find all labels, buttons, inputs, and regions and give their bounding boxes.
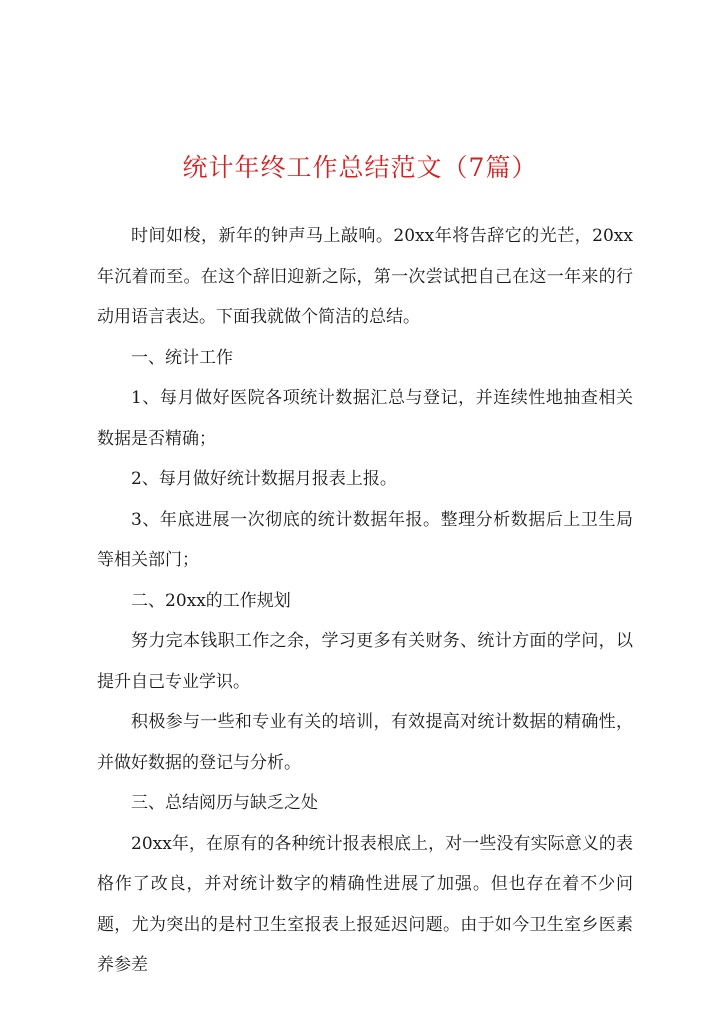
- list-item-3: 3、年底进展一次彻底的统计数据年报。整理分析数据后上卫生局等相关部门；: [97, 509, 633, 570]
- list-item-2: 2、每月做好统计数据月报表上报。: [131, 469, 397, 489]
- paragraph-summary: 20xx年，在原有的各种统计报表根底上，对一些没有实际意义的表格作了改良，并对统计数字的精确性进展了加强。但也存在着不少问题，尤为突出的是村卫生室报表上报延迟问题。由于如今卫生室乡医素养参差: [97, 833, 633, 975]
- list-item-1: 1、每月做好医院各项统计数据汇总与登记，并连续性地抽查相关数据是否精确；: [97, 388, 633, 449]
- paragraph-intro: 时间如梭，新年的钟声马上敲响。20xx年将告辞它的光芒，20xx年沉着而至。在这个辞旧迎新之际，第一次尝试把自己在这一年来的行动用语言表达。下面我就做个简洁的总结。: [97, 226, 633, 327]
- section-heading-statistics-work: 一、统计工作: [131, 347, 233, 368]
- document-body: [97, 216, 633, 986]
- document-title: 统计年终工作总结范文（7篇）: [182, 153, 538, 182]
- paragraph-plan-training: 积极参与一些和专业有关的培训，有效提高对统计数据的精确性，并做好数据的登记与分析。: [97, 712, 633, 773]
- section-heading-work-plan: 二、20xx的工作规划: [131, 590, 291, 611]
- paragraph-plan-study: 努力完本钱职工作之余，学习更多有关财务、统计方面的学问，以提升自己专业学识。: [97, 631, 633, 692]
- section-heading-summary: 三、总结阅历与缺乏之处: [131, 793, 318, 813]
